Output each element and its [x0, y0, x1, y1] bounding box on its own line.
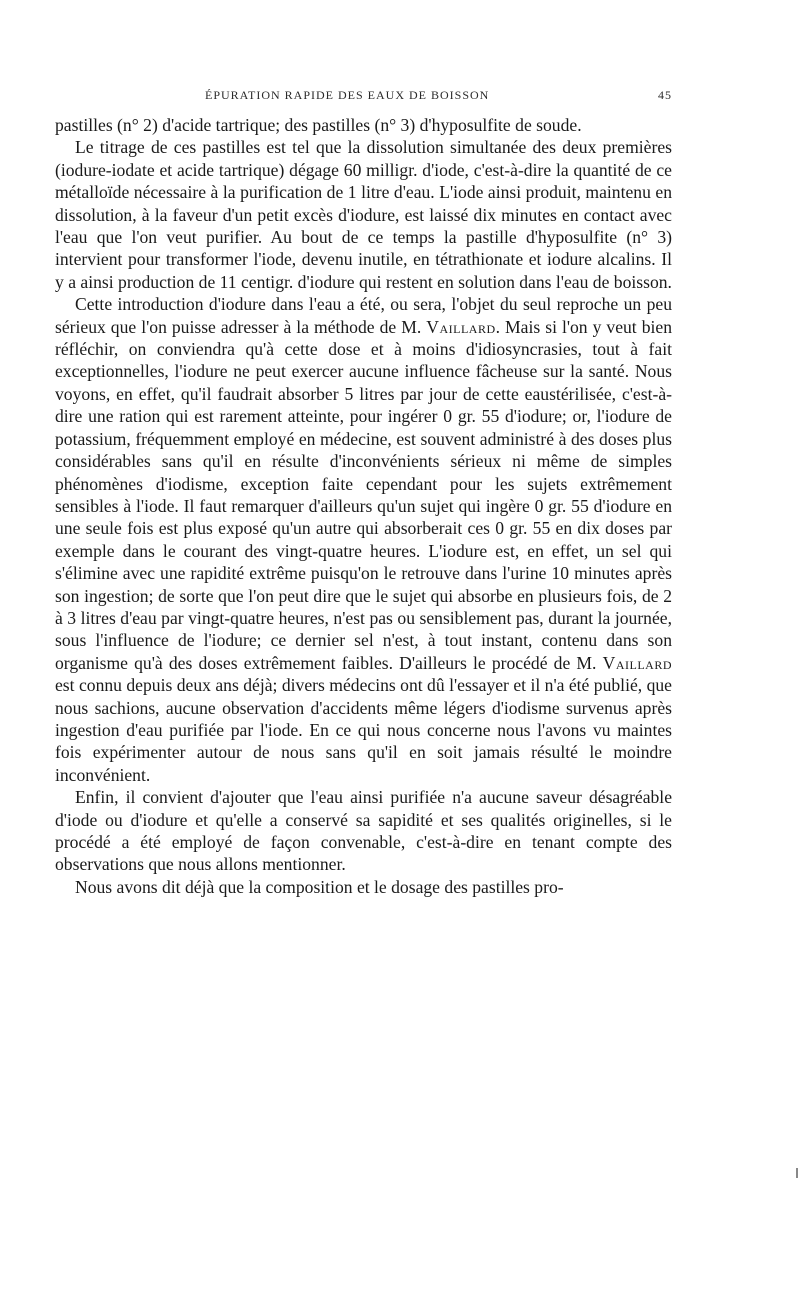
paragraph-text: Nous avons dit déjà que la composition et le dosage des pastilles pro-	[75, 876, 564, 897]
running-head	[55, 88, 672, 114]
paragraph-continuation	[55, 114, 672, 136]
page-number: 45	[658, 88, 672, 102]
paragraph-text: Enfin, il convient d'ajouter que l'eau ainsi purifiée n'a aucune saveur désagréable d'iode ou d'iodure et qu'elle a conservé sa sapidité et ses qualités originelles, si le procédé a été employé de façon convenable, c'est-à-dire en tenant compte des observations que nous allons mentionner.	[55, 787, 672, 875]
page-edge-mark	[796, 1168, 798, 1178]
author-name: Vaillard	[426, 316, 496, 337]
paragraph-text: pastilles (n° 2) d'acide tartrique; des pastilles (n° 3) d'hyposulfite de soude.	[55, 115, 582, 135]
paragraph-text: Cette introduction d'iodure dans l'eau a été, ou sera, l'objet du seul reproche un peu sérieux que l'on puisse adresser à la méthode de M.	[55, 294, 672, 337]
paragraph-titrage	[55, 136, 672, 293]
page	[55, 88, 672, 898]
paragraph-text: . Mais si l'on y veut bien réfléchir, on conviendra qu'à cette dose et à moins d'idiosyncrasies, tout à fait exceptionnelles, l'iodure ne peut exercer aucune influence fâcheuse sur la santé. Nous voyons, en effet, qu'il faudrait absorber 5 litres par jour de cette eaustérilisée, c'est-à-dire une ration qui est rarement atteinte, pour ingérer 0 gr. 55 d'iodure; or, l'iodure de potassium, fréquemment employé en médecine, est souvent administré à des doses plus considérables sans qu'il en résulte d'inconvénients sérieux ni même de simples phénomènes d'iodisme, exception faite cependant pour les sujets extrêmement sensibles à l'iode. Il faut remarquer d'ailleurs qu'un sujet qui ingère 0 gr. 55 d'iodure en une seule fois est plus exposé qu'un autre qui absorberait ces 0 gr. 55 en dix doses par exemple dans le courant des vingt-quatre heures. L'iodure est, en effet, un sel qui s'élimine avec une rapidité extrême puisqu'on le retrouve dans l'urine 10 minutes après son ingestion; de sorte que l'on peut dire que le sujet qui absorbe en plusieurs fois, de 2 à 3 litres d'eau par vingt-quatre heures, n'est pas ou sensiblement pas, durant la journée, sous l'influence de l'iodure; ce dernier sel n'est, à tout instant, contenu dans son organisme qu'à des doses extrêmement faibles. D'ailleurs le procédé de M.	[55, 316, 672, 673]
running-head-title: ÉPURATION RAPIDE DES EAUX DE BOISSON	[205, 88, 490, 102]
paragraph-final	[55, 876, 672, 898]
paragraph-iodure	[55, 293, 672, 786]
body-text	[55, 114, 672, 898]
paragraph-text: est connu depuis deux ans déjà; divers médecins ont dû l'essayer et il n'a été publié, que nous sachions, aucune observation d'accidents même légers d'iodisme survenus après ingestion d'eau purifiée par l'iode. En ce qui nous concerne nous l'avons vu maintes fois expérimenter autour de nous sans qu'il en soit jamais résulté le moindre inconvénient.	[55, 675, 672, 785]
paragraph-enfin	[55, 786, 672, 876]
author-name: Vaillard	[602, 652, 672, 673]
paragraph-text: Le titrage de ces pastilles est tel que la dissolution simultanée des deux premières (iodure-iodate et acide tartrique) dégage 60 milligr. d'iode, c'est-à-dire la quantité de ce métalloïde nécessaire à la purification de 1 litre d'eau. L'iode ainsi produit, maintenu en dissolution, à la faveur d'un petit excès d'iodure, est laissé dix minutes en contact avec l'eau que l'on veut purifier. Au bout de ce temps la pastille d'hyposulfite (n° 3) intervient pour transformer l'iode, devenu inutile, en tétrathionate et iodure alcalins. Il y a ainsi production de 11 centigr. d'iodure qui restent en solution dans l'eau de boisson.	[55, 137, 672, 292]
